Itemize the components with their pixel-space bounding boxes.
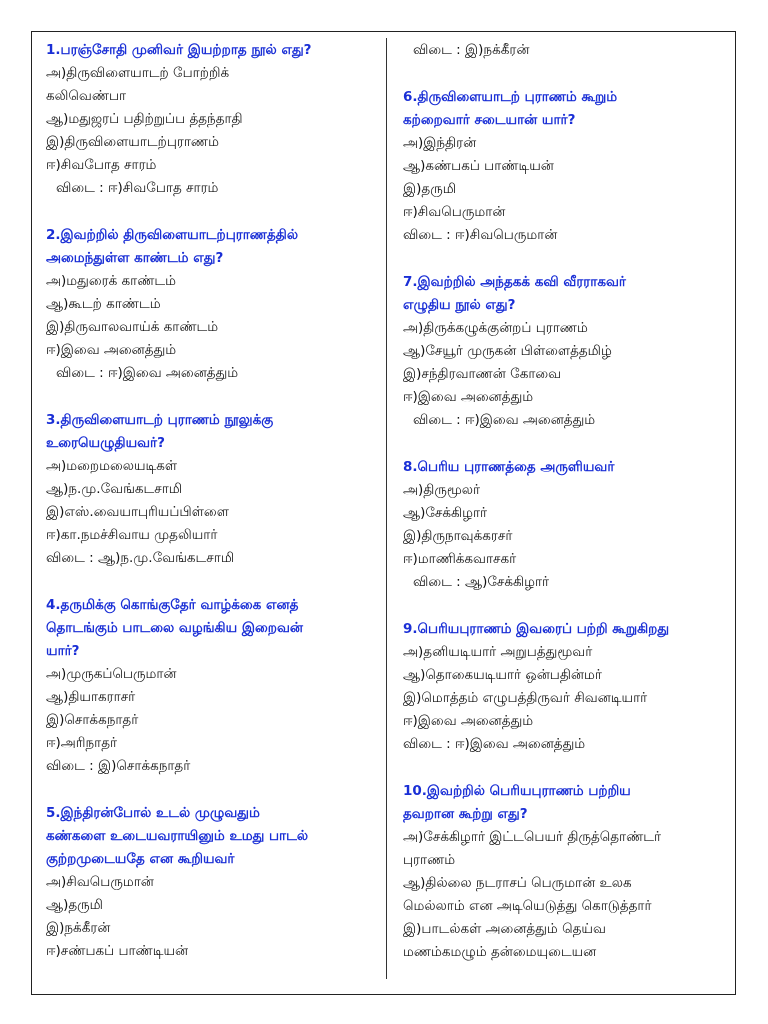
question-text: குற்றமுடையதே என கூறியவர் xyxy=(46,851,235,867)
option-text: இ)சந்திரவாணன் கோவை xyxy=(403,366,562,382)
option-text: இ)பாடல்கள் அனைத்தும் தெய்வ xyxy=(403,921,606,937)
option-text: அ)சிவபெருமான் xyxy=(46,874,154,890)
question-spacer xyxy=(403,62,725,86)
option-text: அ)சேக்கிழார் இட்டபெயர் திருத்தொண்டர் xyxy=(403,829,662,845)
option-text: ஆ)மதுஜரப் பதிற்றுப்ப த்தந்தாதி xyxy=(46,111,243,127)
answer-text: விடை : ஆ)சேக்கிழார் xyxy=(413,574,550,590)
question-text: தவறான கூற்று எது? xyxy=(403,806,528,822)
question-spacer xyxy=(46,200,368,224)
question-spacer xyxy=(46,570,368,594)
option-text: இ)தருமி xyxy=(403,181,456,197)
answer-text: விடை : ஈ)இவை அனைத்தும் xyxy=(56,365,239,381)
option-text: ஈ)சிவபோத சாரம் xyxy=(46,157,157,173)
option-text: ஆ)தருமி xyxy=(46,897,103,913)
question-text: 7.இவற்றில் அந்தகக் கவி வீரராகவர் xyxy=(403,274,626,290)
question-text: 9.பெரியபுராணம் இவரைப் பற்றி கூறுகிறது xyxy=(403,621,670,637)
option-text: ஈ)மாணிக்கவாசகர் xyxy=(403,551,517,567)
question-text: கற்றைவார் சடையான் யார்? xyxy=(403,112,576,128)
option-text: ஈ)இவை அனைத்தும் xyxy=(403,389,534,405)
option-text: விடை : ஈ)இவை அனைத்தும் xyxy=(403,736,586,752)
answer-text: விடை : ஈ)சிவபோத சாரம் xyxy=(56,180,219,196)
question-text: 8.பெரிய புராணத்தை அருளியவர் xyxy=(403,459,615,475)
option-text: இ)சொக்கநாதர் xyxy=(46,712,139,728)
question-text: கண்களை உடையவராயினும் உமது பாடல் xyxy=(46,828,309,844)
option-text: இ)எஸ்.வையாபுரியப்பிள்ளை xyxy=(46,504,229,520)
option-text: புராணம் xyxy=(403,852,456,868)
question-text: எழுதிய நூல் எது? xyxy=(403,297,516,313)
option-text: ஆ)தொகையடியார் ஒன்பதின்மர் xyxy=(403,667,602,683)
column-divider xyxy=(386,38,387,979)
option-text: விடை : ஈ)சிவபெருமான் xyxy=(403,227,558,243)
option-text: இ)திருவாலவாய்க் காண்டம் xyxy=(46,319,219,335)
option-text: கலிவெண்பா xyxy=(46,88,127,104)
question-text: 3.திருவிளையாடற் புராணம் நூலுக்கு xyxy=(46,412,274,428)
option-text: ஆ)சேக்கிழார் xyxy=(403,505,488,521)
question-text: 1.பரஞ்சோதி முனிவர் இயற்றாத நூல் எது? xyxy=(46,42,312,58)
option-text: ஆ)ந.மு.வேங்கடசாமி xyxy=(46,481,183,497)
answer-text: விடை : ஈ)இவை அனைத்தும் xyxy=(413,412,596,428)
left-column xyxy=(46,39,368,963)
option-text: இ)நக்கீரன் xyxy=(46,920,111,936)
option-text: மணம்கமழும் தன்மையுடையன xyxy=(403,944,597,960)
question-text: 6.திருவிளையாடற் புராணம் கூறும் xyxy=(403,89,618,105)
question-spacer xyxy=(403,247,725,271)
option-text: அ)முருகப்பெருமான் xyxy=(46,666,177,682)
option-text: ஆ)சேயூர் முருகன் பிள்ளைத்தமிழ் xyxy=(403,343,612,359)
option-text: ஈ)இவை அனைத்தும் xyxy=(46,342,177,358)
option-text: விடை : இ)சொக்கநாதர் xyxy=(46,758,191,774)
question-text: அமைந்துள்ள காண்டம் எது? xyxy=(46,250,224,266)
option-text: ஈ)கா.நமச்சிவாய முதலியார் xyxy=(46,527,218,543)
right-column xyxy=(403,39,725,964)
option-text: அ)தனியடியார் அறுபத்துமூவர் xyxy=(403,644,593,660)
option-text: ஆ)தியாகராசர் xyxy=(46,689,136,705)
option-text: ஆ)கண்பகப் பாண்டியன் xyxy=(403,158,554,174)
question-text: உரையெழுதியவர்? xyxy=(46,435,165,451)
question-text: 4.தருமிக்கு கொங்குதேர் வாழ்க்கை எனத் xyxy=(46,597,299,613)
option-text: ஆ)கூடற் காண்டம் xyxy=(46,296,161,312)
option-text: இ)மொத்தம் எழுபத்திருவர் சிவனடியார் xyxy=(403,690,648,706)
question-text: 10.இவற்றில் பெரியபுராணம் பற்றிய xyxy=(403,783,631,799)
question-text: 5.இந்திரன்போல் உடல் முழுவதும் xyxy=(46,805,260,821)
option-text: இ)திருவிளையாடற்புராணம் xyxy=(46,134,219,150)
question-text: யார்? xyxy=(46,643,80,659)
option-text: ஈ)சிவபெருமான் xyxy=(403,204,506,220)
option-text: ஆ)தில்லை நடராசப் பெருமான் உலக xyxy=(403,875,632,891)
option-text: அ)திருமூலர் xyxy=(403,482,481,498)
question-spacer xyxy=(403,432,725,456)
question-text: 2.இவற்றில் திருவிளையாடற்புராணத்தில் xyxy=(46,227,299,243)
question-spacer xyxy=(46,778,368,802)
answer-text: விடை : இ)நக்கீரன் xyxy=(413,42,530,58)
option-text: இ)திருநாவுக்கரசர் xyxy=(403,528,513,544)
option-text: அ)மறைமலையடிகள் xyxy=(46,458,178,474)
option-text: அ)மதுரைக் காண்டம் xyxy=(46,273,176,289)
question-text: தொடங்கும் பாடலை வழங்கிய இறைவன் xyxy=(46,620,303,636)
option-text: அ)இந்திரன் xyxy=(403,135,477,151)
option-text: மெல்லாம் என அடியெடுத்து கொடுத்தார் xyxy=(403,898,652,914)
option-text: அ)திருக்கழுக்குன்றப் புராணம் xyxy=(403,320,588,336)
question-spacer xyxy=(46,385,368,409)
question-spacer xyxy=(403,594,725,618)
question-spacer xyxy=(403,756,725,780)
option-text: அ)திருவிளையாடற் போற்றிக் xyxy=(46,65,230,81)
option-text: ஈ)இவை அனைத்தும் xyxy=(403,713,534,729)
option-text: விடை : ஆ)ந.மு.வேங்கடசாமி xyxy=(46,550,235,566)
option-text: ஈ)அரிநாதர் xyxy=(46,735,118,751)
option-text: ஈ)சண்பகப் பாண்டியன் xyxy=(46,943,189,959)
